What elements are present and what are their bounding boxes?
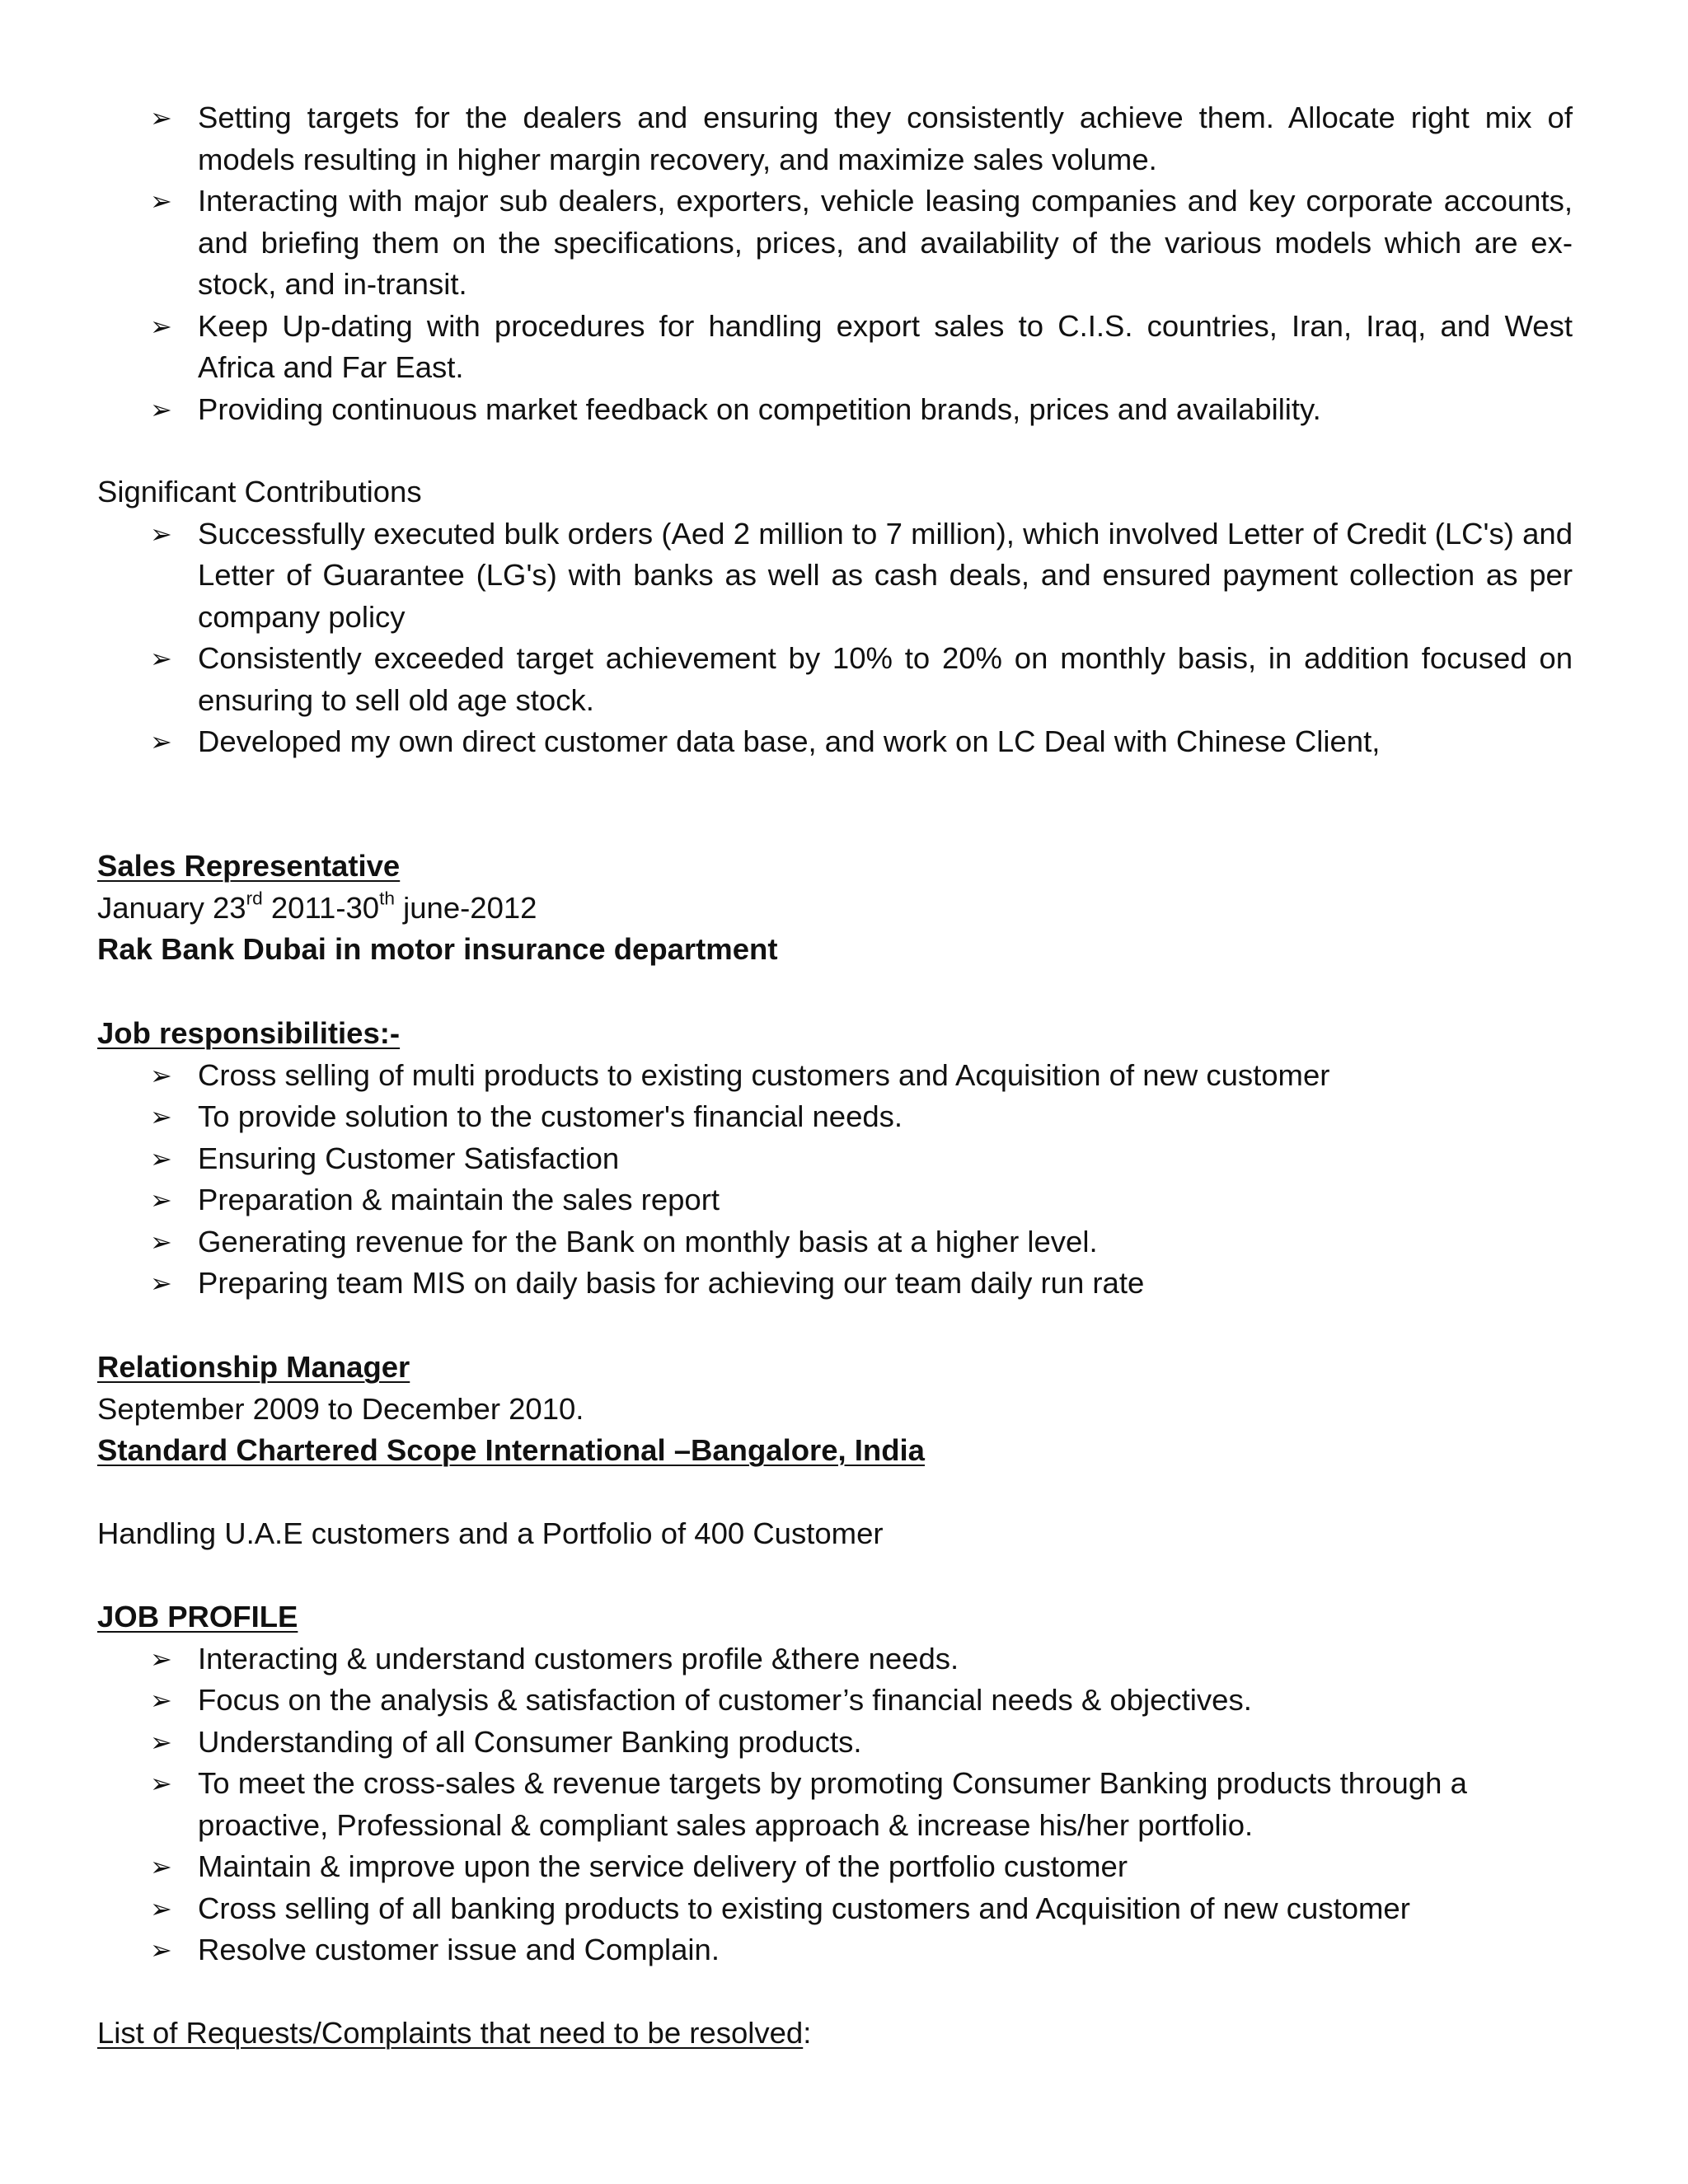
- arrow-bullet-icon: ➢: [150, 102, 172, 134]
- job-profile-section: [97, 1596, 1573, 1971]
- company-name: Standard Chartered Scope International –Bangalore, India: [97, 1433, 925, 1467]
- contributions-bullet-list: [97, 513, 1573, 763]
- arrow-bullet-icon: ➢: [150, 185, 172, 217]
- list-item: ➢ Resolve customer issue and Complain.: [97, 1929, 1573, 1971]
- job-title: Relationship Manager: [97, 1350, 410, 1384]
- list-item: ➢ Generating revenue for the Bank on monthly basis at a higher level.: [97, 1221, 1573, 1263]
- sales-representative-section: [97, 846, 1573, 971]
- list-item: ➢ Interacting with major sub dealers, exporters, vehicle leasing companies and key corporate accounts, and briefing them on the specifications, prices, and availability of the various models which are ex-stock, and in-transit.: [97, 180, 1573, 306]
- company-name: Rak Bank Dubai in motor insurance department: [97, 932, 778, 966]
- list-item: ➢ Developed my own direct customer data base, and work on LC Deal with Chinese Client,: [97, 721, 1573, 763]
- intro-bullet-list: [97, 97, 1573, 430]
- arrow-bullet-icon: ➢: [150, 1101, 172, 1132]
- arrow-bullet-icon: ➢: [150, 1184, 172, 1216]
- arrow-bullet-icon: ➢: [150, 726, 172, 757]
- contributions-section: [97, 471, 1573, 763]
- arrow-bullet-icon: ➢: [150, 1851, 172, 1882]
- arrow-bullet-icon: ➢: [150, 1685, 172, 1716]
- list-item: ➢ Preparation & maintain the sales report: [97, 1179, 1573, 1221]
- job-dates: January 23rd 2011-30th june-2012: [97, 888, 537, 925]
- responsibilities-heading: Job responsibilities:-: [97, 1016, 401, 1050]
- job-title: Sales Representative: [97, 849, 401, 883]
- arrow-bullet-icon: ➢: [150, 310, 172, 342]
- list-item: ➢ Interacting & understand customers profile &there needs.: [97, 1638, 1573, 1680]
- job-dates: September 2009 to December 2010.: [97, 1391, 584, 1426]
- arrow-bullet-icon: ➢: [150, 1142, 172, 1174]
- list-item: ➢ Consistently exceeded target achievement by 10% to 20% on monthly basis, in addition focused on ensuring to sell old age stock.: [97, 638, 1573, 721]
- arrow-bullet-icon: ➢: [150, 1226, 172, 1258]
- requests-section: [97, 2013, 1573, 2055]
- arrow-bullet-icon: ➢: [150, 1768, 172, 1799]
- arrow-bullet-icon: ➢: [150, 1726, 172, 1758]
- list-item: ➢ To provide solution to the customer's financial needs.: [97, 1096, 1573, 1138]
- arrow-bullet-icon: ➢: [150, 1268, 172, 1299]
- list-item: ➢ Providing continuous market feedback on competition brands, prices and availability.: [97, 389, 1573, 431]
- responsibilities-bullet-list: [97, 1055, 1573, 1305]
- list-item: ➢ To meet the cross-sales & revenue targets by promoting Consumer Banking products through a proactive, Professional & compliant sales approach & increase his/her portfolio.: [97, 1763, 1573, 1846]
- arrow-bullet-icon: ➢: [150, 393, 172, 425]
- list-item: ➢ Cross selling of multi products to existing customers and Acquisition of new customer: [97, 1055, 1573, 1097]
- list-item: ➢ Successfully executed bulk orders (Aed 2 million to 7 million), which involved Letter of Credit (LC's) and Letter of Guarantee (LG's) with banks as well as cash deals, and ensured payment collection as per company policy: [97, 513, 1573, 639]
- list-item: ➢ Keep Up-dating with procedures for handling export sales to C.I.S. countries, Iran, Iraq, and West Africa and Far East.: [97, 306, 1573, 389]
- arrow-bullet-icon: ➢: [150, 1934, 172, 1966]
- list-item: ➢ Cross selling of all banking products to existing customers and Acquisition of new customer: [97, 1888, 1573, 1930]
- job-profile-bullet-list: [97, 1638, 1573, 1971]
- list-item: ➢ Maintain & improve upon the service delivery of the portfolio customer: [97, 1846, 1573, 1888]
- arrow-bullet-icon: ➢: [150, 1643, 172, 1675]
- job-responsibilities-section: [97, 1013, 1573, 1305]
- intro-section: [97, 97, 1573, 430]
- portfolio-summary: [97, 1513, 1573, 1555]
- list-item: ➢ Understanding of all Consumer Banking products.: [97, 1722, 1573, 1764]
- summary-text: Handling U.A.E customers and a Portfolio of 400 Customer: [97, 1516, 884, 1550]
- arrow-bullet-icon: ➢: [150, 643, 172, 674]
- requests-heading: List of Requests/Complaints that need to be resolved:: [97, 2016, 812, 2050]
- list-item: ➢ Setting targets for the dealers and ensuring they consistently achieve them. Allocate right mix of models resulting in higher margin recovery, and maximize sales volume.: [97, 97, 1573, 180]
- arrow-bullet-icon: ➢: [150, 1059, 172, 1091]
- arrow-bullet-icon: ➢: [150, 1892, 172, 1924]
- contributions-heading: Significant Contributions: [97, 475, 422, 509]
- list-item: ➢ Focus on the analysis & satisfaction of customer’s financial needs & objectives.: [97, 1680, 1573, 1722]
- list-item: ➢ Ensuring Customer Satisfaction: [97, 1138, 1573, 1180]
- job-profile-heading: JOB PROFILE: [97, 1600, 298, 1633]
- relationship-manager-section: [97, 1347, 1573, 1472]
- arrow-bullet-icon: ➢: [150, 518, 172, 550]
- list-item: ➢ Preparing team MIS on daily basis for achieving our team daily run rate: [97, 1263, 1573, 1305]
